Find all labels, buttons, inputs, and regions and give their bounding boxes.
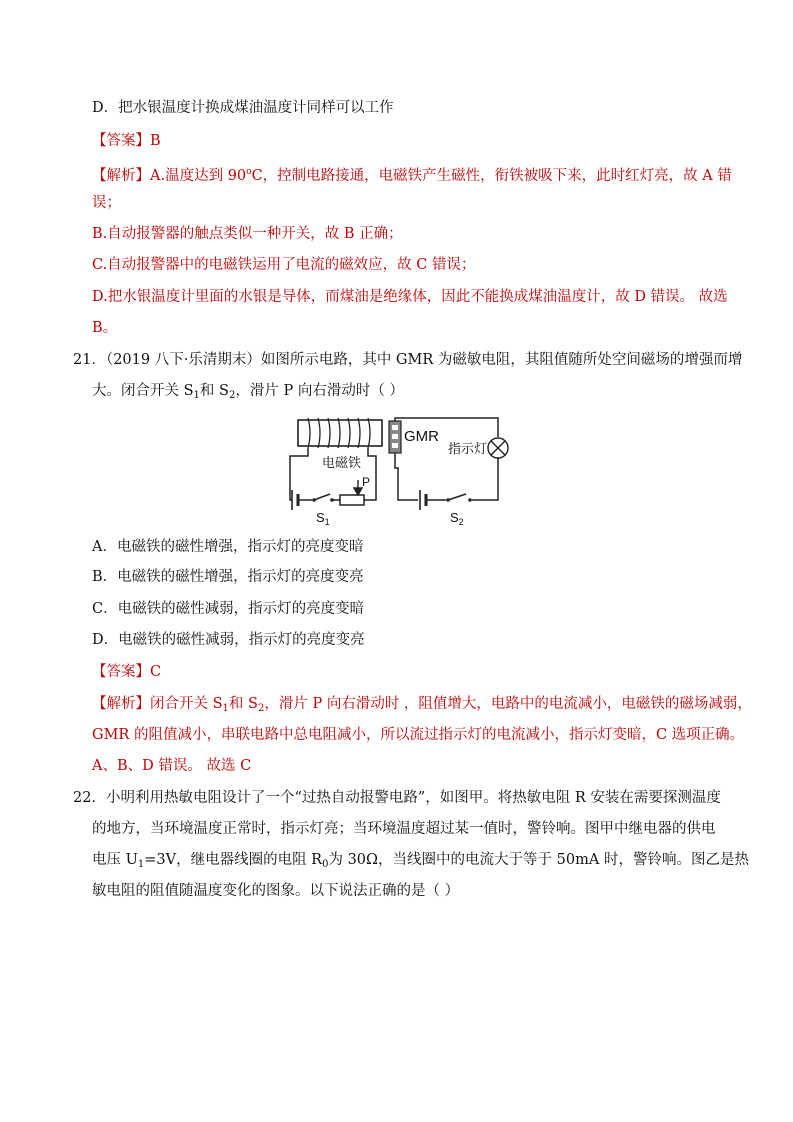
- analysis-label: 【解析】: [92, 168, 150, 184]
- slider-p-label: P: [362, 475, 371, 489]
- circuit-diagram: [280, 416, 530, 528]
- battery-right: [420, 490, 426, 510]
- prev-analysis-line-3: B.自动报警器的触点类似一种开关，故 B 正确；: [92, 226, 403, 242]
- q22-line-3: 电压 $U_1=3V$，继电器线圈的电阻 $R_0$为 30Ω，当线圈中的电流大于等于 50mA 时，警铃响。图乙是热: [92, 852, 749, 870]
- q21-analysis-line-2: GMR 的阻值减小，串联电路中总电阻减小，所以流过指示灯的电流减小，指示灯变暗，C 选项正确。: [92, 727, 745, 743]
- q21-option-b: B．电磁铁的磁性增强，指示灯的亮度变亮: [92, 569, 364, 585]
- slider-p-arrow: [354, 480, 362, 495]
- prev-analysis-line-2: 误；: [92, 195, 121, 211]
- q22-line-4: 敏电阻的阻值随温度变化的图象。以下说法正确的是（ ）: [92, 883, 460, 899]
- prev-analysis-line-1: 【解析】A.温度达到 90$^o$C，控制电路接通，电磁铁产生磁性，衔铁被吸下来，此时红灯亮，故 A 错: [92, 167, 732, 184]
- prev-option-d: D．把水银温度计换成煤油温度计同样可以工作: [92, 100, 394, 116]
- prev-analysis-line-4: C.自动报警器中的电磁铁运用了电流的磁效应，故 C 错误；: [92, 257, 476, 273]
- battery-left: [292, 490, 298, 510]
- q21-analysis-line-3: A、B、D 错误。 故选 C: [92, 758, 252, 774]
- q21-option-c: C．电磁铁的磁性减弱，指示灯的亮度变暗: [92, 601, 365, 617]
- q21-stem-line-1: 21．（2019 八下·乐清期末）如图所示电路，其中 GMR 为磁敏电阻，其阻值随所处空间磁场的增强而增: [73, 352, 743, 368]
- switch-s1: [312, 494, 334, 502]
- q21-option-d: D．电磁铁的磁性减弱，指示灯的亮度变亮: [92, 632, 365, 648]
- prev-answer: 【答案】B: [92, 133, 161, 149]
- q21-answer: 【答案】C: [92, 664, 162, 680]
- prev-analysis-line-6: B。: [92, 320, 118, 336]
- q21-stem-line-2: 大。闭合开关 $S_1$和 $S_2$，滑片 P 向右滑动时（ ）: [92, 383, 404, 401]
- q21-option-a: A．电磁铁的磁性增强，指示灯的亮度变暗: [92, 539, 364, 555]
- electromagnet-label: 电磁铁: [322, 455, 362, 470]
- slider-rheostat: [340, 495, 364, 505]
- indicator-lamp: [488, 438, 508, 458]
- analysis-label: 【解析】: [92, 696, 150, 712]
- switch-s2: [446, 494, 472, 502]
- gmr-label: GMR: [404, 428, 439, 445]
- q22-line-2: 的地方，当环境温度正常时，指示灯亮；当环境温度超过某一值时，警铃响。图甲中继电器的供电: [92, 821, 716, 837]
- s1-label: $S_1$: [316, 510, 330, 527]
- prev-analysis-line-5: D.把水银温度计里面的水银是导体，而煤油是绝缘体，因此不能换成煤油温度计，故 D 错误。 故选: [92, 289, 728, 305]
- q21-analysis-line-1: 【解析】闭合开关 $S_1$和 $S_2$，滑片 P 向右滑动时 ，阻值增大，电路中的电流减小，电磁铁的磁场减弱，: [92, 696, 752, 714]
- s2-label: $S_2$: [450, 510, 464, 527]
- indicator-label: 指示灯: [448, 441, 488, 456]
- q22-line-1: 22．小明利用热敏电阻设计了一个“过热自动报警电路”，如图甲。将热敏电阻 R 安装在需要探测温度: [73, 790, 721, 806]
